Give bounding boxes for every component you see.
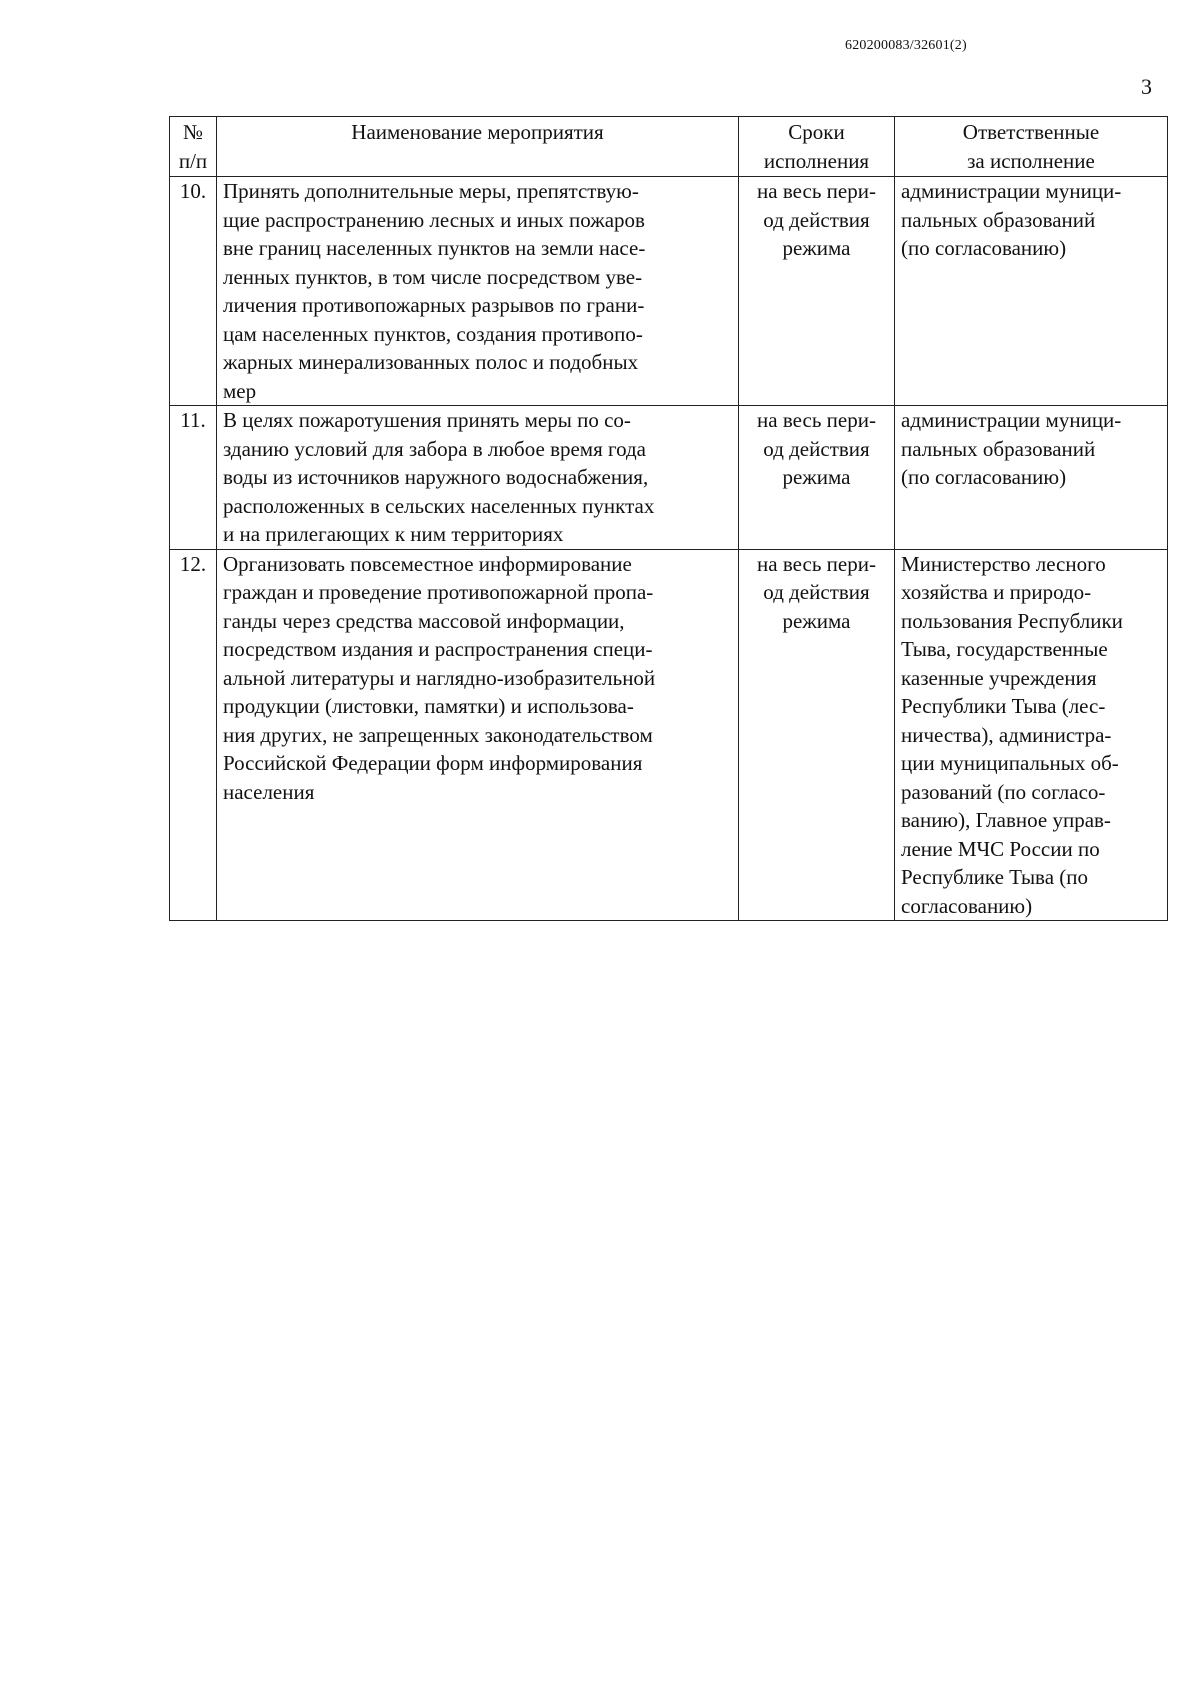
document-id: 620200083/32601(2) (845, 38, 967, 53)
table-row (170, 549, 1168, 921)
table-header-row (170, 117, 1168, 177)
measure-name: Принять дополнительные меры, препятствую- щие распространению лесных и иных пожаров вне границ населенных пунктов на земли насе- ленных пунктов, в том числе посредством уве- личения противопожарных разрывов по грани- цам населенных пунктов, создания противопо- жарных минерализованных полос и подобных мер (217, 177, 739, 406)
responsible: администрации муници- пальных образований (по согласованию) (895, 177, 1168, 406)
header-number: № п/п (170, 117, 217, 177)
measure-name: В целях пожаротушения принять меры по со- зданию условий для забора в любое время года воды из источников наружного водоснабжения, расположенных в сельских населенных пунктах и на прилегающих к ним территориях (217, 406, 739, 550)
responsible: администрации муници- пальных образований (по согласованию) (895, 406, 1168, 550)
deadline: на весь пери- од действия режима (739, 177, 895, 406)
table-row (170, 177, 1168, 406)
page-number: 3 (1141, 74, 1152, 99)
row-number: 11. (170, 406, 217, 550)
responsible: Министерство лесного хозяйства и природо- пользования Республики Тыва, государственные казенные учреждения Республики Тыва (лес- ничества), администра- ции муниципальных об- разований (по согласо- ванию), Главное управ- ление МЧС России по Республике Тыва (по согласованию) (895, 549, 1168, 921)
header-responsible: Ответственные за исполнение (895, 117, 1168, 177)
row-number: 10. (170, 177, 217, 406)
header-measure-name: Наименование мероприятия (217, 117, 739, 177)
deadline: на весь пери- од действия режима (739, 406, 895, 550)
row-number: 12. (170, 549, 217, 921)
deadline: на весь пери- од действия режима (739, 549, 895, 921)
measure-name: Организовать повсеместное информирование граждан и проведение противопожарной пропа- ганды через средства массовой информации, посредством издания и распространения специ- альной литературы и наглядно-изобразительной продукции (листовки, памятки) и использова- ния других, не запрещенных законодательством Российской Федерации форм информирования населения (217, 549, 739, 921)
measures-table (169, 116, 1168, 921)
header-deadline: Сроки исполнения (739, 117, 895, 177)
table-row (170, 406, 1168, 550)
